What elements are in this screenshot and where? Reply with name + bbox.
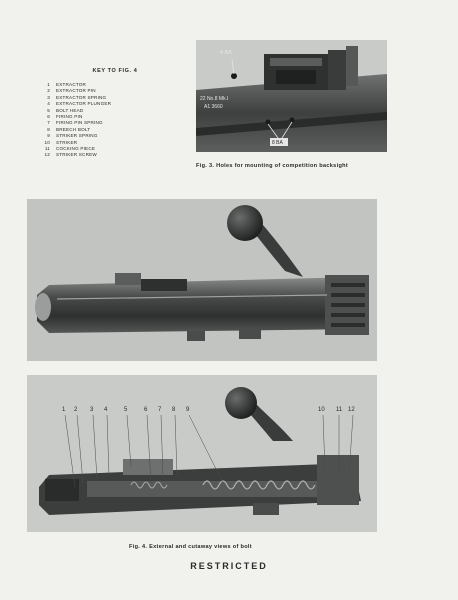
- key-item-label: EXTRACTOR PIN: [56, 88, 96, 94]
- key-item-label: COCKING PIECE: [56, 146, 96, 152]
- key-title: KEY TO FIG. 4: [92, 68, 138, 74]
- key-item-number: 9: [47, 133, 50, 139]
- key-item-label: BOLT HEAD: [56, 107, 84, 113]
- key-item-number: 1: [47, 82, 50, 87]
- bolt-external-illustration: [27, 199, 377, 361]
- key-item: [40, 152, 190, 158]
- callout-12: 12: [348, 407, 355, 413]
- callout-2: 2: [74, 407, 78, 413]
- fig3-receiver-illustration: [196, 40, 387, 152]
- bolt-cutaway-illustration: [27, 375, 377, 532]
- callout-1: 1: [62, 407, 66, 413]
- fig4-cutaway-photo: [27, 375, 377, 532]
- key-item-label: BREECH BOLT: [56, 126, 91, 132]
- key-to-fig-4: [40, 68, 190, 159]
- key-item-label: EXTRACTOR SPRING: [56, 94, 107, 100]
- key-item-number: 12: [44, 152, 50, 158]
- key-item-number: 10: [44, 139, 50, 145]
- fig3-photo: [196, 40, 387, 152]
- key-item-label: EXTRACTOR: [56, 82, 87, 87]
- key-item-number: 4: [47, 101, 50, 107]
- fig3-stamp-line2: A1 3660: [204, 104, 223, 110]
- key-item-label: STRIKER SPRING: [56, 133, 98, 139]
- key-item-number: 6: [47, 114, 50, 120]
- key-item-number: 11: [44, 146, 50, 152]
- key-item-label: EXTRACTOR PLUNGER: [56, 101, 112, 107]
- key-item-label: FIRING PIN: [56, 114, 83, 120]
- callout-11: 11: [336, 407, 343, 413]
- restricted-marking: RESTRICTED: [190, 561, 268, 571]
- key-item-number: 8: [47, 126, 50, 132]
- fig4-external-photo: [27, 199, 377, 361]
- key-list: [40, 82, 190, 159]
- callout-7: 7: [158, 407, 162, 413]
- fig3-stamp-line1: 22 No.8 Mk.I: [200, 96, 229, 102]
- key-item-label: FIRING PIN SPRING: [56, 120, 103, 126]
- key-item-number: 2: [47, 88, 50, 94]
- callout-9: 9: [186, 407, 190, 413]
- callout-5: 5: [124, 407, 128, 413]
- fig3-caption: Fig. 3. Holes for mounting of competition backsight: [196, 163, 349, 169]
- key-item-label: STRIKER SCREW: [56, 152, 97, 158]
- fig3-stamp-bottom: 8 BA: [272, 140, 283, 146]
- key-item-number: 7: [47, 120, 50, 126]
- fig4-caption: Fig. 4. External and cutaway views of bolt: [129, 544, 252, 550]
- key-item-number: 5: [47, 107, 50, 113]
- callout-3: 3: [90, 407, 94, 413]
- callout-10: 10: [318, 407, 325, 413]
- callout-8: 8: [172, 407, 176, 413]
- fig3-stamp-top: 4 BA: [220, 50, 232, 56]
- key-item-number: 3: [47, 94, 50, 100]
- key-item-label: STRIKER: [56, 139, 78, 145]
- callout-6: 6: [144, 407, 148, 413]
- callout-4: 4: [104, 407, 108, 413]
